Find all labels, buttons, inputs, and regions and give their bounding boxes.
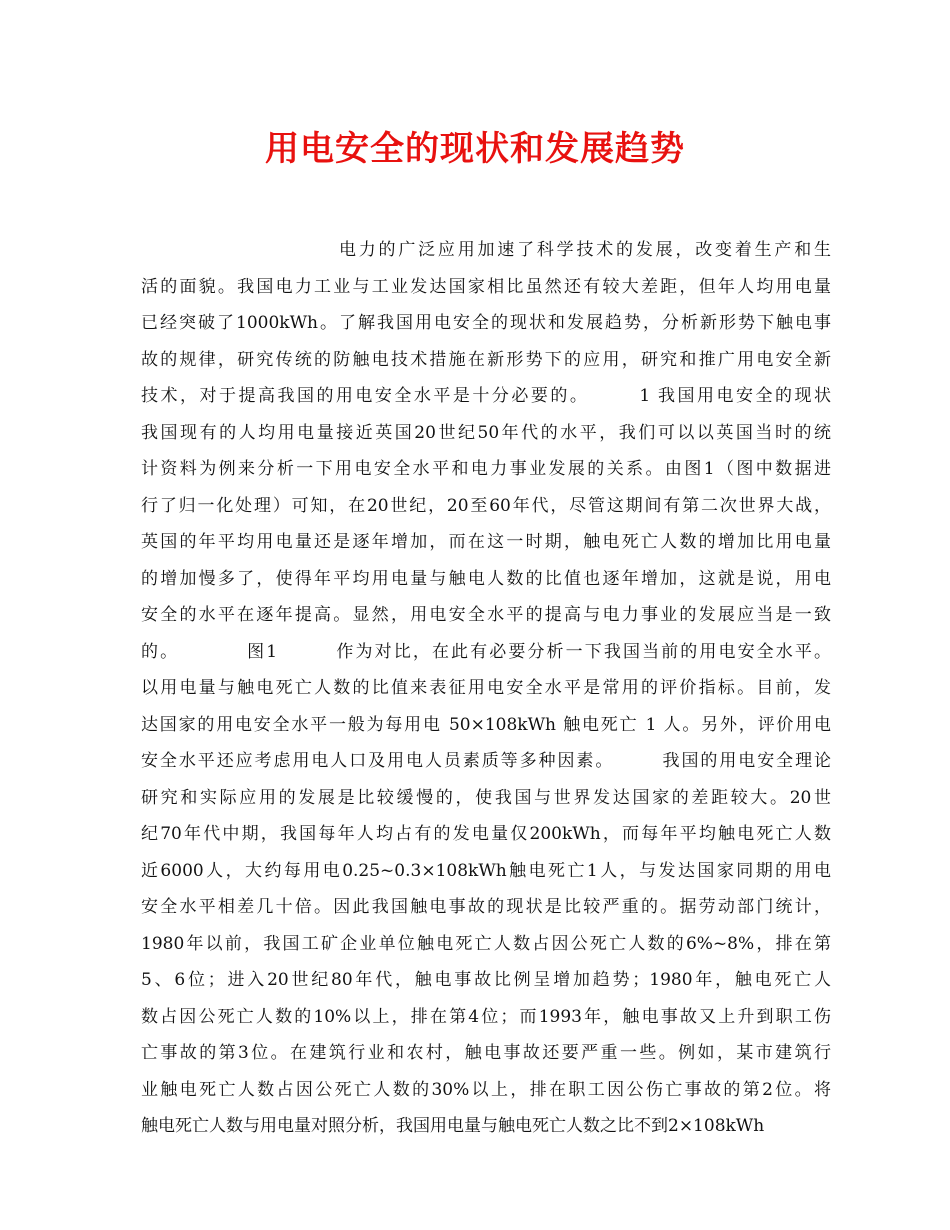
body-line: 安全的水平在逐年提高。显然，用电安全水平的提高与电力事业的发展应当是一致 xyxy=(141,605,831,625)
body-line: 的增加慢多了，使得年平均用电量与触电人数的比值也逐年增加，这就是说，用电 xyxy=(141,568,831,589)
body-line: 纪70年代中期，我国每年人均占有的发电量仅200kWh，而每年平均触电死亡人数 xyxy=(141,824,831,844)
body-line: 已经突破了1000kWh。了解我国用电安全的现状和发展趋势，分析新形势下触电事 xyxy=(141,313,831,333)
body-line: 技术，对于提高我国的用电安全水平是十分必要的。 1 我国用电安全的现状 xyxy=(141,386,831,406)
body-line: 活的面貌。我国电力工业与工业发达国家相比虽然还有较大差距，但年人均用电量 xyxy=(141,276,831,297)
body-line: 安全水平相差几十倍。因此我国触电事故的现状是比较严重的。据劳动部门统计， xyxy=(141,897,831,917)
body-line: 1980年以前，我国工矿企业单位触电死亡人数占因公死亡人数的6%~8%，排在第 xyxy=(141,933,831,954)
document-body xyxy=(141,232,831,1145)
body-line: 我国现有的人均用电量接近英国20世纪50年代的水平，我们可以以英国当时的统 xyxy=(141,422,831,443)
body-line: 亡事故的第3位。在建筑行业和农村，触电事故还要严重一些。例如，某市建筑行 xyxy=(141,1043,831,1063)
body-line: 数占因公死亡人数的10%以上，排在第4位；而1993年，触电事故又上升到职工伤 xyxy=(141,1006,831,1027)
document-title: 用电安全的现状和发展趋势 xyxy=(265,129,685,169)
body-line: 触电死亡人数与用电量对照分析，我国用电量与触电死亡人数之比不到2×108kWh xyxy=(141,1116,765,1136)
body-line: 计资料为例来分析一下用电安全水平和电力事业发展的关系。由图1（图中数据进 xyxy=(141,459,831,479)
body-line: 的。 图1 作为对比，在此有必要分析一下我国当前的用电安全水平。 xyxy=(141,641,831,662)
body-line: 以用电量与触电死亡人数的比值来表征用电安全水平是常用的评价指标。目前，发 xyxy=(141,678,831,698)
body-line: 电力的广泛应用加速了科学技术的发展，改变着生产和生 xyxy=(141,240,831,260)
body-line: 研究和实际应用的发展是比较缓慢的，使我国与世界发达国家的差距较大。20世 xyxy=(141,787,831,808)
body-line: 5、6位；进入20世纪80年代，触电事故比例呈增加趋势；1980年，触电死亡人 xyxy=(141,970,831,990)
body-line: 近6000人，大约每用电0.25~0.3×108kWh触电死亡1人，与发达国家同期的用电 xyxy=(141,860,831,881)
body-line: 英国的年平均用电量还是逐年增加，而在这一时期，触电死亡人数的增加比用电量 xyxy=(141,532,831,552)
body-line: 故的规律，研究传统的防触电技术措施在新形势下的应用，研究和推广用电安全新 xyxy=(141,349,831,370)
body-line: 达国家的用电安全水平一般为每用电 50×108kWh 触电死亡 1 人。另外，评价用电 xyxy=(141,714,831,735)
body-line: 行了归一化处理）可知，在20世纪，20至60年代，尽管这期间有第二次世界大战， xyxy=(141,495,831,516)
body-line: 安全水平还应考虑用电人口及用电人员素质等多种因素。 我国的用电安全理论 xyxy=(141,751,831,771)
body-line: 业触电死亡人数占因公死亡人数的30%以上，排在职工因公伤亡事故的第2位。将 xyxy=(141,1079,831,1100)
